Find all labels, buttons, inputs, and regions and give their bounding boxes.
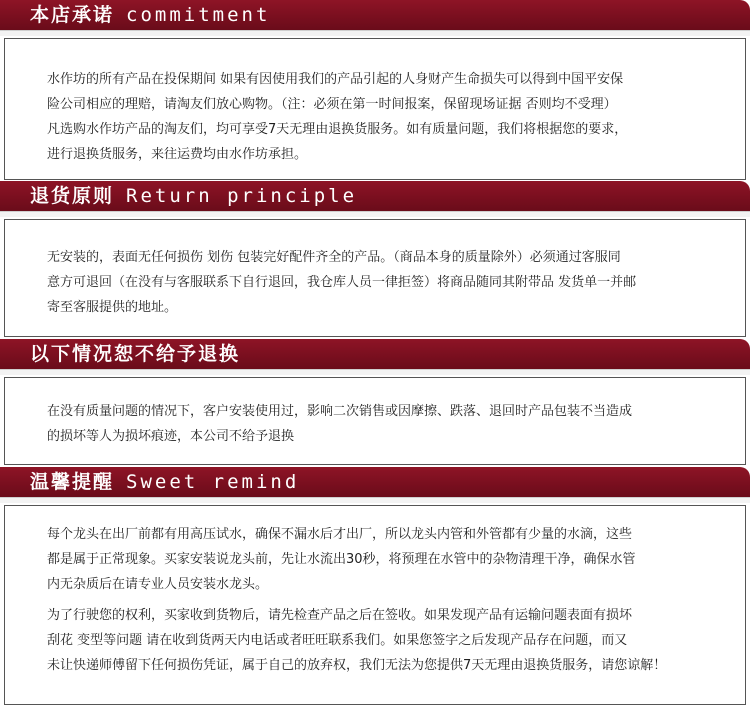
body-line: 刮花 变型等问题 请在收到货两天内电话或者旺旺联系我们。如果您签字之后发现产品存在问题，而又 [47, 633, 628, 648]
section-title-cn: 以下情况恕不给予退换 [30, 343, 241, 365]
section-body-return-principle [4, 219, 746, 337]
section-title [30, 469, 299, 495]
divider [0, 497, 750, 503]
body-line: 未让快递师傅留下任何损伤凭证，属于自己的放弃权，我们无法为您提供7天无理由退换货服务，请您谅解！ [47, 658, 667, 673]
body-line: 水作坊的所有产品在投保期间 如果有因使用我们的产品引起的人身财产生命损失可以得到中国平安保 [47, 72, 624, 87]
section-title-en: commitment [126, 4, 271, 26]
body-line: 意方可退回（在没有与客服联系下自行退回，我仓库人员一律拒签）将商品随同其附带品 发货单一并邮 [47, 275, 637, 290]
section-body-no-return [4, 377, 746, 465]
section-title-cn: 温馨提醒 [30, 471, 115, 493]
body-line: 都是属于正常现象。买家安装说龙头前，先让水流出30秒，将预理在水管中的杂物清理干净，确保水管 [47, 552, 636, 567]
body-line: 凡选购水作坊产品的淘友们，均可享受7天无理由退换货服务。如有质量问题，我们将根据您的要求， [47, 122, 628, 137]
body-line: 进行退换货服务，来往运费均由水作坊承担。 [47, 147, 308, 162]
body-line: 无安装的，表面无任何损伤 划伤 包装完好配件齐全的产品。（商品本身的质量除外）必须通过客服同 [47, 250, 621, 265]
section-title [30, 183, 357, 209]
body-line: 寄至客服提供的地址。 [47, 300, 178, 315]
section-body-sweet-remind [4, 505, 746, 705]
body-line: 为了行驶您的权利，买家收到货物后，请先检查产品之后在签收。如果发现产品有运输问题表面有损坏 [47, 608, 633, 623]
section-title-en: Sweet remind [126, 471, 300, 493]
section-banner-sweet-remind [0, 467, 750, 497]
section-title [30, 2, 270, 28]
body-line: 每个龙头在出厂前都有用高压试水，确保不漏水后才出厂，所以龙头内管和外管都有少量的水滴，这些 [47, 527, 633, 542]
section-body-commitment [4, 38, 746, 180]
body-line: 在没有质量问题的情况下，客户安装使用过，影响二次销售或因摩擦、跌落、退回时产品包装不当造成 [47, 404, 633, 419]
section-title [30, 341, 240, 367]
divider [0, 30, 750, 36]
body-line: 内无杂质后在请专业人员安装水龙头。 [47, 577, 269, 592]
body-line: 险公司相应的理赔，请淘友们放心购物。（注：必须在第一时间报案，保留现场证据 否则均不受理） [47, 97, 617, 112]
section-title-en: Return principle [126, 185, 358, 207]
section-banner-return-principle [0, 181, 750, 211]
section-title-cn: 本店承诺 [30, 4, 115, 26]
body-line: 的损坏等人为损坏痕迹，本公司不给予退换 [47, 429, 295, 444]
section-title-cn: 退货原则 [30, 185, 115, 207]
section-banner-no-return [0, 339, 750, 369]
section-banner-commitment [0, 0, 750, 30]
divider [0, 369, 750, 375]
divider [0, 211, 750, 217]
